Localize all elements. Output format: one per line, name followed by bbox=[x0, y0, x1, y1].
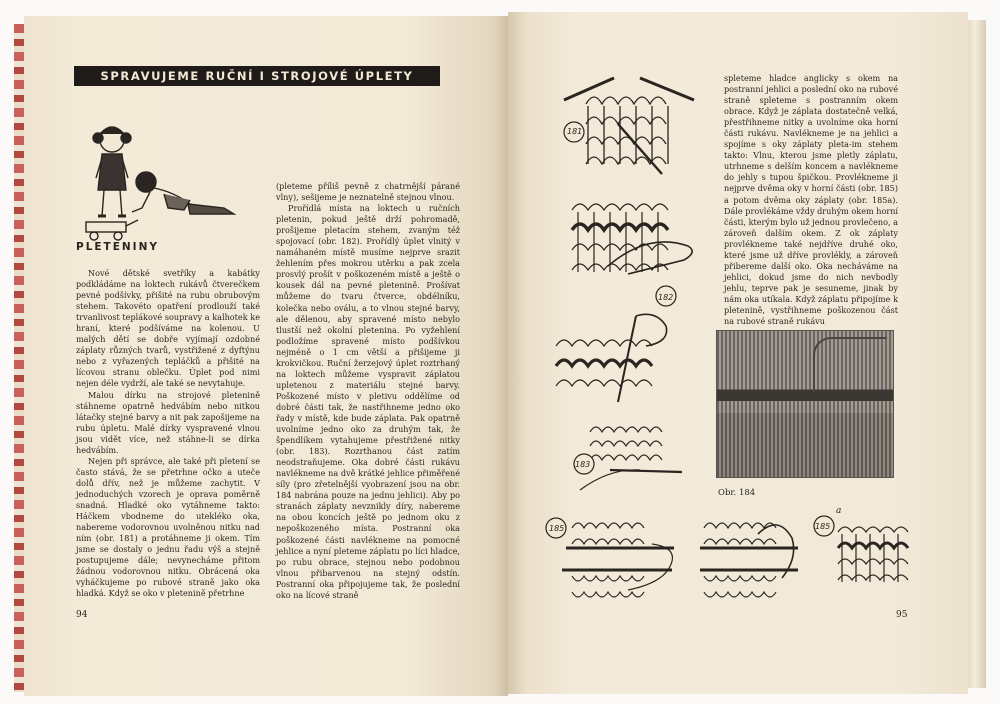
right-text-column bbox=[724, 73, 898, 327]
photo-caption: Obr. 184 bbox=[718, 488, 756, 498]
knitting-diagram-185-join bbox=[698, 514, 804, 606]
page-edges bbox=[968, 20, 986, 688]
left-text-column-1 bbox=[76, 268, 260, 599]
paragraph: Nejen při správce, ale také při pletení se často stává, že se přetrhne očko a uteče dolů dřív, než je můžeme zachytit. V jednoduchých vzorech je oprava poměrně snadná. Hladké oko vytáhneme takto: Háčkem vbodneme do utekléko oka, nabereme vodorovnou uvolněnou nitku nad ním (obr. 181) a protáhneme ji okem. Tím jsme se dostaly o jednu řadu výš a stejně postupujeme dále; nevynecháme přitom žádnou vodorovnou nitku. Obrácená oka vyháčkujeme po rubové straně jako oka hladká. Když se oko v pletenině přetrhne bbox=[76, 455, 260, 599]
figure-label-183: 183 bbox=[575, 460, 591, 469]
knitted-patch-photo bbox=[716, 330, 894, 478]
page-number-right: 95 bbox=[896, 610, 908, 620]
paragraph: spleteme hladce anglicky s okem na postranní jehlici a poslední oko na rubové straně spleteme s postranním okem obrace. Když je záplata dostatečně velká, přestřihneme nitky a uvolníme oka horní části rukávu. Navlékneme je na jehlici a spojíme s oky záplaty pleta-im stehem takto: Vlnu, kterou jsme pletly záplatu, utrhneme s delším koncem a navlékneme do jehly s tupou špičkou. Provlékneme ji nejprve dvěma oky v horní části (obr. 185) a potom dvěma oky záplaty (obr. 185a). Dále provlékáme vždy druhým okem horní části, kterým bylo už jednou provlečeno, a zároveň dalším okem. Z ok záplaty provlékneme také nejdříve druhé oko, které jsme už dříve provlékly, a zároveň přibereme další oko. Oka necháváme na jehlici, dokud jsme do nich nevbodly jehlu, teprve pak je sesuneme, jinak by nám oka utíkala. Když záplatu připojíme k pletenině, vystřihneme poškozenou část na rubové straně rukávu bbox=[724, 73, 898, 327]
chapter-banner: SPRAVUJEME RUČNÍ I STROJOVÉ ÚPLETY bbox=[74, 66, 440, 86]
figure-label-a: a bbox=[836, 506, 842, 516]
photo-loose-yarn bbox=[813, 337, 887, 393]
page-number-left: 94 bbox=[76, 610, 88, 620]
paragraph: Prořídlá místa na loktech u ručních pletenin, pokud ještě drží pohromadě, prošijeme pletacím stehem, zvaným též spojovací (obr. 182). Prořídlý úplet vlnitý v namáhaném místě musíme nejprve srazit žehlením přes mokrou utěrku a pak zcela prosvlý prošít v poškozeném místě a ještě o kousek dál na pevné pletenině. Prošívat můžeme do tvaru čtverce, obdélníku, kolečka nebo oválu, a to vlnou stejné barvy, ale dělenou, aby spravené místo nebylo tlustší než okolní pletenina. Po vyžehlení podložíme spravené místo podšívkou nejméně o 1 cm větší a přišijeme ji krokvičkou. Ruční žerzejový úplet roztrhaný na loktech můžeme vyspravit záplatou upletenou z materiálu stejné barvy. Poškozené místo v pletivu oddělíme od dobré části tak, že nastřihneme jedno oko řady v místě, kde bude záplata. Pak opatrně uvolníme jedno oko za druhým tak, že špendlíkem vytahujeme přestřižené nitky (obr. 183). Rozrthanou část zatím neodstraňujeme. Oka dobré části rukávu navlékneme na dvě krátké jehlice přiměřené síly (pro zřetelnější vyobrazení jsou na obr. 184 nabrána pouze na jednu jehlici). Aby po stranách záplaty nevznikly díry, nabereme na obou koncích ještě po jednom oku z nepoškozeného místa. Postranní oka poškozené části navlékneme na pomocné jehlice a nyní pleteme záplatu po líci hladce, po rubu obrace, stejnou nebo podobnou vlnou přibarvenou na stejný odstín. Postranní oka připojujeme tak, že poslední oko na lícové straně bbox=[276, 203, 460, 600]
section-heading: PLETENINY bbox=[76, 241, 159, 253]
figure-label-182: 182 bbox=[658, 293, 674, 302]
figure-label-185: 185 bbox=[549, 524, 565, 533]
photo-lower-fabric bbox=[717, 413, 893, 477]
knitting-diagram-darning bbox=[552, 306, 688, 406]
children-illustration bbox=[84, 118, 244, 242]
book-cover-edge bbox=[14, 24, 24, 692]
knitting-diagram-182 bbox=[568, 196, 700, 308]
figure-label-181: 181 bbox=[567, 127, 583, 136]
left-text-column-2 bbox=[276, 181, 460, 601]
paragraph: (pleteme příliš pevně z chatrnější párané vlny), sešijeme je neznatelně stejnou vlnou. bbox=[276, 181, 460, 203]
paragraph: Nové dětské svetříky a kabátky podkládáme na loktech rukávů čtverečkem pevné podšívky, přišité na rubu obrubovým stehem. Takovéto opatření prodlouží také trvanlivost teplákové soupravy a kalhotek ke hraní, které podšíváme na kolenou. U malých dětí se dobře vyjímají ozdobné záplaty různých tvarů, vystřižené z dyftýnu nebo z vyřazených tepláčků a přišité na lícovou stranu oblečku. Úplet pod nimi nejen déle vydrží, ale také se nevytahuje. bbox=[76, 268, 260, 389]
figure-label-185a: 185 bbox=[815, 522, 831, 531]
knitting-diagram-183 bbox=[570, 418, 690, 498]
paragraph: Malou dírku na strojové pletenině stáhneme opatrně hedvábím nebo nitkou látačky stejné barvy a nit pak zapošijeme na rubu úpletu. Malé dírky vyspravené vlnou jsou vidět více, než stáhne-li se dírka hedvábím. bbox=[76, 389, 260, 455]
